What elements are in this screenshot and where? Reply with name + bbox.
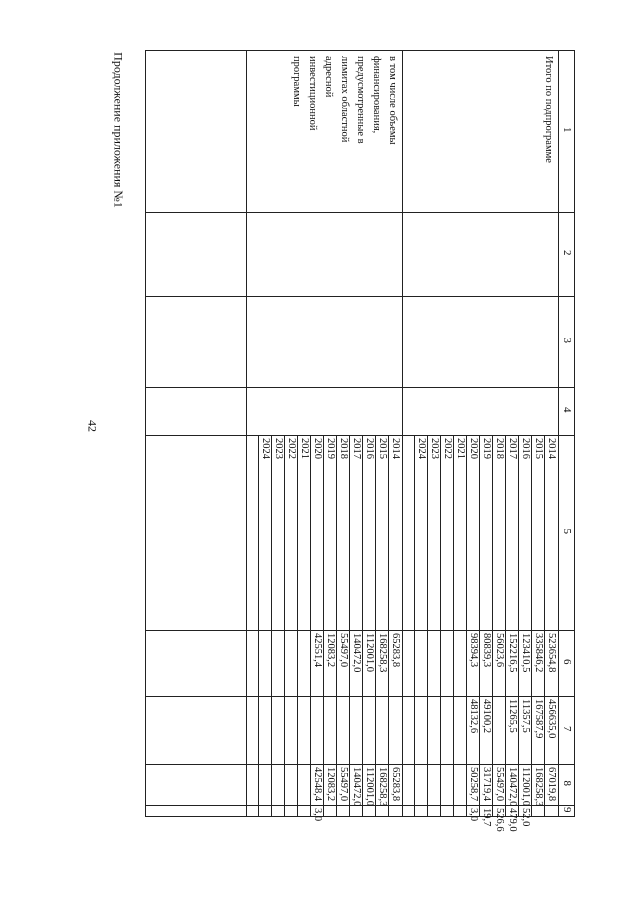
table-border-bottom [145,50,146,817]
section-2-title-line: финансирования, [371,56,382,134]
row-rule [518,435,519,817]
cell-c6: 49100,2 [481,699,492,734]
row-rule [297,435,298,817]
column-header-6: 6 [561,659,573,665]
cell-c5: 112001,0 [364,633,375,672]
row-rule [440,435,441,817]
cell-c5: 55497,0 [338,633,349,668]
cell-year: 2022 [286,438,297,459]
cell-year: 2014 [546,438,557,459]
cell-year: 2020 [468,438,479,459]
section-1-title-line: Итого по подпрограмме [543,56,554,163]
table-container [145,50,575,832]
cell-c7: 55497,0 [494,767,505,802]
cell-c6: 11265,5 [507,699,518,733]
table-border-left [145,50,575,51]
cell-c7: 112001,0 [364,767,375,806]
cell-c8: 479,0 [507,808,518,832]
cell-c5: 80839,3 [481,633,492,668]
row-rule [271,435,272,817]
cell-c7: 112001,0 [520,767,531,806]
row-rule [362,435,363,817]
cell-year: 2018 [338,438,349,459]
section-2-title-line: адресной [323,56,334,98]
column-rule-2 [145,296,575,297]
cell-c7: 140472,0 [351,767,362,807]
section-2-title-line: программы [291,56,302,107]
appendix-caption: Продолжение приложения №1 [111,52,126,208]
row-rule [427,435,428,817]
cell-year: 2014 [390,438,401,459]
cell-c7: 67019,8 [546,767,557,802]
column-rule-7 [145,764,575,765]
cell-c6: 456635,0 [546,699,557,739]
row-rule [453,435,454,817]
cell-year: 2019 [325,438,336,459]
cell-c5: 168258,3 [377,633,388,673]
row-rule [375,435,376,817]
cell-c7: 31719,4 [481,767,492,802]
cell-c7: 140472,0 [507,767,518,807]
cell-year: 2022 [442,438,453,459]
row-rule [505,435,506,817]
column-rule-1 [145,212,575,213]
column-header-9: 9 [561,807,573,813]
row-rule [388,435,389,817]
cell-year: 2023 [273,438,284,459]
cell-year: 2024 [416,438,427,459]
row-rule [258,435,259,817]
data-table [145,50,575,832]
cell-year: 2015 [377,438,388,459]
row-rule [479,435,480,817]
cell-year: 2023 [429,438,440,459]
cell-year: 2018 [494,438,505,459]
cell-c6: 48132,6 [468,699,479,734]
column-header-1: 1 [561,127,573,133]
row-rule [492,435,493,817]
cell-c5: 98394,3 [468,633,479,668]
column-header-3: 3 [561,337,573,343]
row-rule [466,435,467,817]
cell-c7: 168258,3 [377,767,388,807]
cell-c8: 52,0 [520,808,531,827]
page-number: 42 [85,420,100,432]
row-rule [349,435,350,817]
cell-year: 2015 [533,438,544,459]
cell-year: 2021 [455,438,466,459]
column-header-2: 2 [561,250,573,256]
column-rule-4 [145,435,575,436]
column-rule-3 [145,387,575,388]
section-2-title-line: предусмотренные в [355,56,366,144]
cell-c8: 3,0 [468,808,479,822]
cell-year: 2016 [520,438,531,459]
cell-c7: 65283,8 [390,767,401,802]
cell-c7: 55497,0 [338,767,349,802]
row-rule [531,435,532,817]
header-rule [558,50,559,817]
row-rule [310,435,311,817]
cell-c7: 168258,3 [533,767,544,807]
cell-year: 2017 [507,438,518,459]
section-rule [246,50,247,817]
column-rule-6 [145,696,575,697]
cell-c7: 50258,7 [468,767,479,802]
cell-c6: 167587,9 [533,699,544,739]
cell-year: 2024 [260,438,271,459]
section-2-title-line: в том числе объемы [387,56,398,145]
row-rule [336,435,337,817]
cell-c5: 42551,4 [312,633,323,668]
table-border-top [574,50,575,817]
cell-c5: 152216,5 [507,633,518,673]
section-2-title-line: лимитах областной [339,56,350,143]
cell-c6: 11357,5 [520,699,531,733]
cell-c7: 12083,2 [325,767,336,802]
cell-c5: 140472,0 [351,633,362,673]
column-header-7: 7 [561,726,573,732]
column-rule-5 [145,630,575,631]
column-header-5: 5 [561,528,573,534]
row-rule [544,435,545,817]
cell-year: 2017 [351,438,362,459]
cell-c5: 56023,6 [494,633,505,668]
cell-c5: 335846,2 [533,633,544,673]
row-rule [323,435,324,817]
cell-c5: 12083,2 [325,633,336,668]
section-rule [402,50,403,817]
cell-year: 2016 [364,438,375,459]
cell-c5: 65283,8 [390,633,401,668]
cell-c8: 3,0 [312,808,323,822]
cell-c7: 42548,4 [312,767,323,802]
cell-c5: 123410,5 [520,633,531,673]
cell-c8: 19,7 [481,808,492,827]
cell-year: 2020 [312,438,323,459]
row-rule [414,435,415,817]
cell-year: 2019 [481,438,492,459]
section-2-title-line: инвестиционной [307,56,318,131]
column-header-4: 4 [561,407,573,413]
cell-c8: 526,6 [494,808,505,832]
row-rule [284,435,285,817]
cell-year: 2021 [299,438,310,459]
cell-c5: 523654,8 [546,633,557,673]
column-header-8: 8 [561,780,573,786]
